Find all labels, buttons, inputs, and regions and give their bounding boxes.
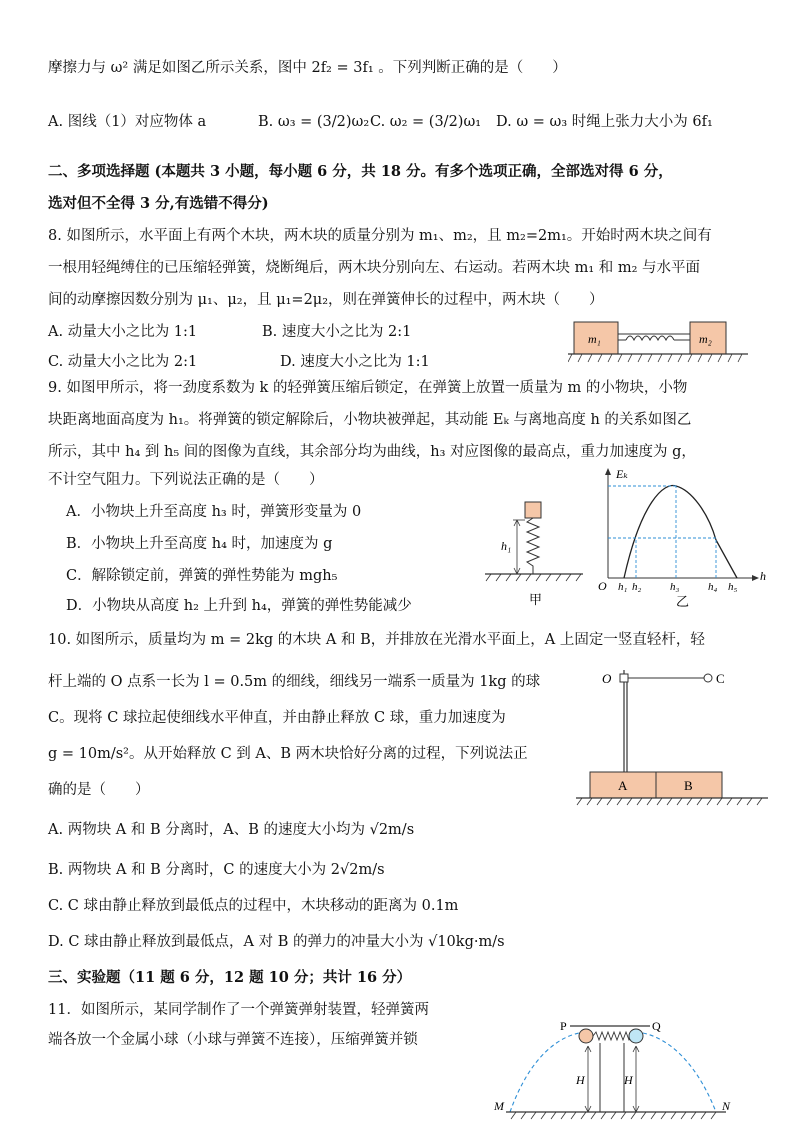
- q10-stem-line1: 10. 如图所示，质量均为 m = 2kg 的木块 A 和 B，并排放在光滑水平面上，A 上固定一竖直轻杆，轻: [48, 632, 705, 648]
- caption-jia: 甲: [529, 592, 543, 607]
- label-h1: h₁: [501, 539, 512, 553]
- caption-yi: 乙: [676, 594, 690, 609]
- q10-option-b[interactable]: B. 两物块 A 和 B 分离时，C 的速度大小为 2√2m/s: [48, 862, 385, 878]
- label-h-left: H: [576, 1073, 585, 1087]
- q10-figure: [572, 660, 772, 808]
- label-m: M: [494, 1099, 504, 1113]
- q7-continuation: 摩擦力与 ω² 满足如图乙所示关系，图中 2f₂ = 3f₁ 。下列判断正确的是（ ）: [48, 60, 567, 76]
- q8-stem-line3: 间的动摩擦因数分别为 μ₁、μ₂，且 μ₁=2μ₂，则在弹簧伸长的过程中，两木块（ ）: [48, 292, 604, 308]
- q7-option-a[interactable]: A. 图线（1）对应物体 a: [48, 114, 207, 130]
- x-axis-arrow: [752, 575, 759, 581]
- q9-stem-line1: 9. 如图甲所示，将一劲度系数为 k 的轻弹簧压缩后锁定，在弹簧上放置一质量为 m 的小物块，小物: [48, 380, 688, 396]
- label-c: C: [716, 671, 725, 686]
- q9-option-b[interactable]: B．小物块上升至高度 h₄ 时，加速度为 g: [66, 536, 333, 552]
- tick-h4: h₄: [708, 581, 718, 593]
- ek-curve: [624, 486, 737, 578]
- q9-option-d[interactable]: D．小物块从高度 h₂ 上升到 h₄，弹簧的弹性势能减少: [66, 598, 412, 614]
- q9-stem-line3: 所示，其中 h₄ 到 h₅ 间的图像为直线，其余部分均为曲线，h₃ 对应图像的最高点，重力加速度为 g，: [48, 444, 696, 460]
- q9-option-a[interactable]: A．小物块上升至高度 h₃ 时，弹簧形变量为 0: [66, 504, 362, 520]
- q7-option-b[interactable]: B. ω₃ = (3/2)ω₂: [258, 114, 370, 130]
- section-2-title-line2: 选对但不全得 3 分,有选错不得分): [48, 195, 269, 212]
- label-p: P: [560, 1019, 567, 1033]
- ground-hatch: [486, 574, 581, 581]
- trajectory-dashed: [510, 1032, 716, 1112]
- q7-option-c[interactable]: C. ω₂ = (3/2)ω₁: [370, 114, 482, 130]
- q8-option-b[interactable]: B. 速度大小之比为 2:1: [262, 324, 412, 340]
- label-h-axis: h: [760, 569, 766, 583]
- q10-stem-line2: 杆上端的 O 点系一长为 l = 0.5m 的细线，细线另一端系一质量为 1kg 的球: [48, 674, 541, 690]
- label-ek: Eₖ: [616, 467, 628, 481]
- q10-stem-line5: 确的是（ ）: [48, 782, 150, 798]
- q9-stem-line2: 块距离地面高度为 h₁。将弹簧的锁定解除后，小物块被弹起，其动能 Eₖ 与离地高度 h 的关系如图乙: [48, 412, 692, 428]
- label-m2: m₂: [699, 332, 712, 346]
- q8-stem-line1: 8. 如图所示，水平面上有两个木块，两木块的质量分别为 m₁、m₂，且 m₂=2m₁。开始时两木块之间有: [48, 228, 712, 244]
- q10-option-c[interactable]: C. C 球由静止释放到最低点的过程中，木块移动的距离为 0.1m: [48, 898, 459, 914]
- label-b: B: [684, 778, 693, 793]
- ball-c: [704, 674, 712, 682]
- q9-figure-yi: [596, 462, 770, 614]
- ground-hatch: [568, 354, 742, 362]
- q8-stem-line2: 一根用轻绳缚住的已压缩轻弹簧，烧断绳后，两木块分别向左、右运动。若两木块 m₁ 和 m₂ 与水平面: [48, 260, 701, 276]
- q8-figure: [568, 318, 753, 364]
- y-axis-arrow: [605, 468, 611, 475]
- q10-stem-line3: C。现将 C 球拉起使细线水平伸直，并由静止释放 C 球，重力加速度为: [48, 710, 506, 726]
- label-q: Q: [652, 1019, 661, 1033]
- ball-left: [579, 1029, 593, 1043]
- q8-option-c[interactable]: C. 动量大小之比为 2:1: [48, 354, 198, 370]
- small-block: [525, 502, 541, 518]
- q9-figure-jia: [483, 496, 588, 612]
- section-2-title-line1: 二、多项选择题 (本题共 3 小题，每小题 6 分，共 18 分。有多个选项正确，全部选对得 6 分，: [48, 163, 673, 180]
- ground-hatch: [511, 1112, 716, 1119]
- label-o: O: [602, 671, 612, 686]
- label-a: A: [618, 778, 628, 793]
- tick-h5: h₅: [728, 581, 738, 593]
- q7-option-d[interactable]: D. ω = ω₃ 时绳上张力大小为 6f₁: [496, 114, 713, 130]
- tick-h1: h₁: [618, 581, 628, 593]
- q9-stem-line4: 不计空气阻力。下列说法正确的是（ ）: [48, 472, 324, 488]
- q11-stem-line1: 11．如图所示，某同学制作了一个弹簧弹射装置，轻弹簧两: [48, 1002, 429, 1018]
- q9-option-c[interactable]: C．解除锁定前，弹簧的弹性势能为 mgh₅: [66, 568, 338, 584]
- label-m1: m₁: [588, 332, 601, 346]
- tick-h2: h₂: [632, 581, 642, 593]
- vertical-spring: [527, 518, 539, 574]
- section-3-title: 三、实验题（11 题 6 分，12 题 10 分；共计 16 分）: [48, 969, 412, 986]
- label-h-right: H: [624, 1073, 633, 1087]
- compressed-spring: [593, 1032, 632, 1040]
- q8-option-d[interactable]: D. 速度大小之比为 1:1: [280, 354, 430, 370]
- ground-hatch: [577, 798, 762, 805]
- q8-option-a[interactable]: A. 动量大小之比为 1:1: [48, 324, 198, 340]
- q10-option-a[interactable]: A. 两物块 A 和 B 分离时，A、B 的速度大小均为 √2m/s: [48, 822, 415, 838]
- q10-option-d[interactable]: D. C 球由静止释放到最低点，A 对 B 的弹力的冲量大小为 √10kg·m/s: [48, 934, 505, 950]
- spring-coils: [626, 336, 674, 340]
- q11-figure: [490, 1016, 740, 1123]
- label-origin: O: [598, 579, 607, 593]
- pivot-o: [620, 674, 628, 682]
- label-n: N: [722, 1099, 731, 1113]
- q11-stem-line2: 端各放一个金属小球（小球与弹簧不连接），压缩弹簧并锁: [48, 1032, 418, 1048]
- ball-right: [629, 1029, 643, 1043]
- q10-stem-line4: g = 10m/s²。从开始释放 C 到 A、B 两木块恰好分离的过程，下列说法正: [48, 746, 528, 762]
- tick-h3: h₃: [670, 581, 680, 593]
